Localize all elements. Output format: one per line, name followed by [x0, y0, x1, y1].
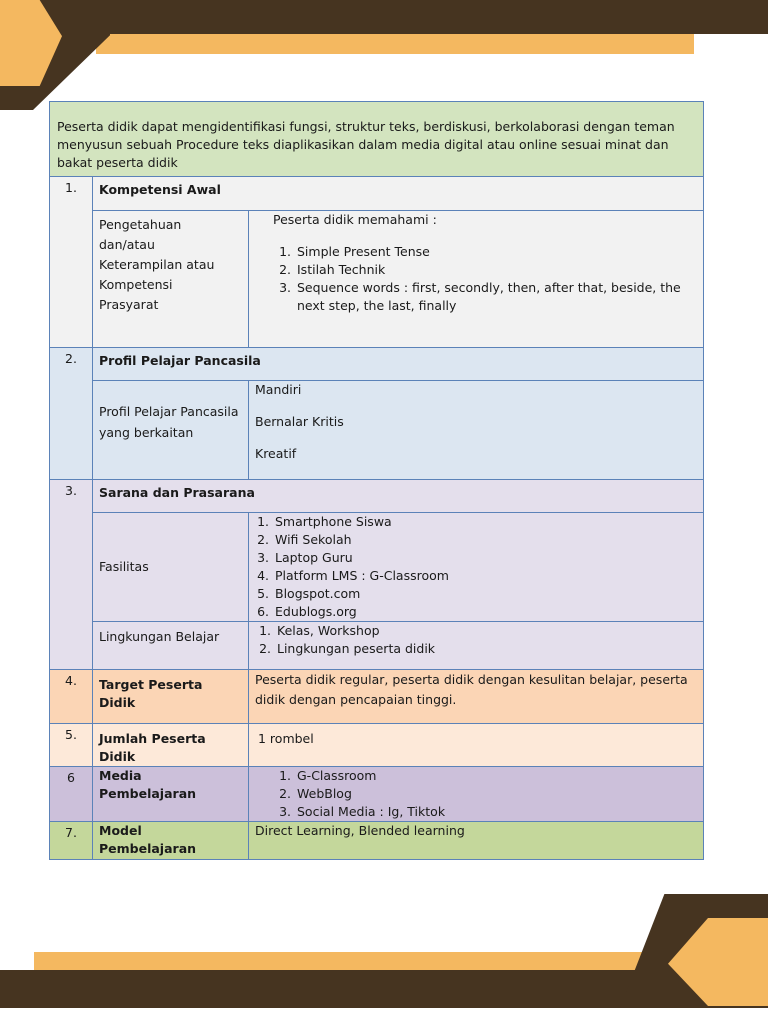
prerequisite-intro: Peserta didik memahami :: [273, 212, 437, 227]
header-brown-band: [0, 0, 768, 34]
list-item: 6. Edublogs.org: [273, 603, 699, 621]
section-2-content: [249, 381, 704, 480]
list-item: 3. Sequence words : first, secondly, then, after that, beside, the next step, the last, finally: [295, 279, 697, 315]
section-2-body: [50, 381, 704, 480]
target-students-value: Peserta didik regular, peserta didik dengan kesulitan belajar, peserta didik dengan pencapaian tinggi.: [249, 670, 704, 724]
section-3-header: [50, 480, 704, 513]
learning-model-value: Direct Learning, Blended learning: [249, 822, 704, 860]
lesson-plan-table: [49, 101, 704, 860]
environment-label: Lingkungan Belajar: [93, 622, 249, 670]
section-3-environment-row: [50, 622, 704, 670]
media-list: [273, 767, 697, 821]
section-2-header: [50, 348, 704, 381]
intro-row: [50, 102, 704, 177]
section-2-number: 2.: [50, 348, 93, 480]
section-3-facilities-row: [50, 513, 704, 622]
list-item: 2. WebBlog: [295, 785, 697, 803]
list-item: 1. Kelas, Workshop: [275, 622, 699, 640]
intro-text: Peserta didik dapat mengidentifikasi fungsi, struktur teks, berdiskusi, berkolaborasi dengan teman menyusun sebuah Procedure teks diaplikasikan dalam media digital atau online sesuai minat dan bakat peserta didik: [50, 102, 704, 177]
section-6-number: 6: [50, 767, 93, 822]
section-1-sub-label: [93, 211, 249, 348]
section-5-number: 5.: [50, 724, 93, 767]
list-item: 2. Istilah Technik: [295, 261, 697, 279]
list-item: 4. Platform LMS : G-Classroom: [273, 567, 699, 585]
section-6-row: [50, 767, 704, 822]
section-7-row: [50, 822, 704, 860]
list-item: 2. Lingkungan peserta didik: [275, 640, 699, 658]
profile-value: Mandiri: [255, 382, 302, 397]
section-2-title: Profil Pelajar Pancasila: [93, 348, 704, 381]
section-7-number: 7.: [50, 822, 93, 860]
facilities-label: Fasilitas: [93, 513, 249, 622]
section-2-sub-label: Profil Pelajar Pancasila yang berkaitan: [93, 381, 249, 480]
facilities-list: [253, 513, 699, 621]
section-1-body: [50, 211, 704, 348]
section-6-title: Media Pembelajaran: [93, 767, 249, 822]
section-5-row: [50, 724, 704, 767]
list-item: 1. G-Classroom: [295, 767, 697, 785]
facilities-content: [249, 513, 704, 622]
environment-list: [253, 622, 699, 658]
section-1-header: [50, 177, 704, 211]
prerequisite-label: Pengetahuan dan/atau Keterampilan atau Kompetensi Prasyarat: [99, 217, 215, 312]
profile-value: Bernalar Kritis: [255, 414, 344, 429]
profile-value: Kreatif: [255, 446, 297, 461]
section-5-title: Jumlah Peserta Didik: [93, 724, 249, 767]
student-count-value: 1 rombel: [249, 724, 704, 767]
media-content: [249, 767, 704, 822]
section-4-row: [50, 670, 704, 724]
section-4-title: Target Peserta Didik: [93, 670, 249, 724]
list-item: 1. Smartphone Siswa: [273, 513, 699, 531]
section-1-title: Kompetensi Awal: [93, 177, 704, 211]
header-orange-strip: [96, 34, 694, 54]
list-item: 3. Laptop Guru: [273, 549, 699, 567]
prerequisite-list: [273, 243, 697, 315]
footer-orange-strip: [34, 952, 674, 970]
list-item: 1. Simple Present Tense: [295, 243, 697, 261]
list-item: 2. Wifi Sekolah: [273, 531, 699, 549]
section-7-title: Model Pembelajaran: [93, 822, 249, 860]
list-item: 3. Social Media : Ig, Tiktok: [295, 803, 697, 821]
section-1-content: [249, 211, 704, 348]
section-3-number: 3.: [50, 480, 93, 670]
section-4-number: 4.: [50, 670, 93, 724]
section-3-title: Sarana dan Prasarana: [93, 480, 704, 513]
environment-content: [249, 622, 704, 670]
section-1-number: 1.: [50, 177, 93, 348]
list-item: 5. Blogspot.com: [273, 585, 699, 603]
